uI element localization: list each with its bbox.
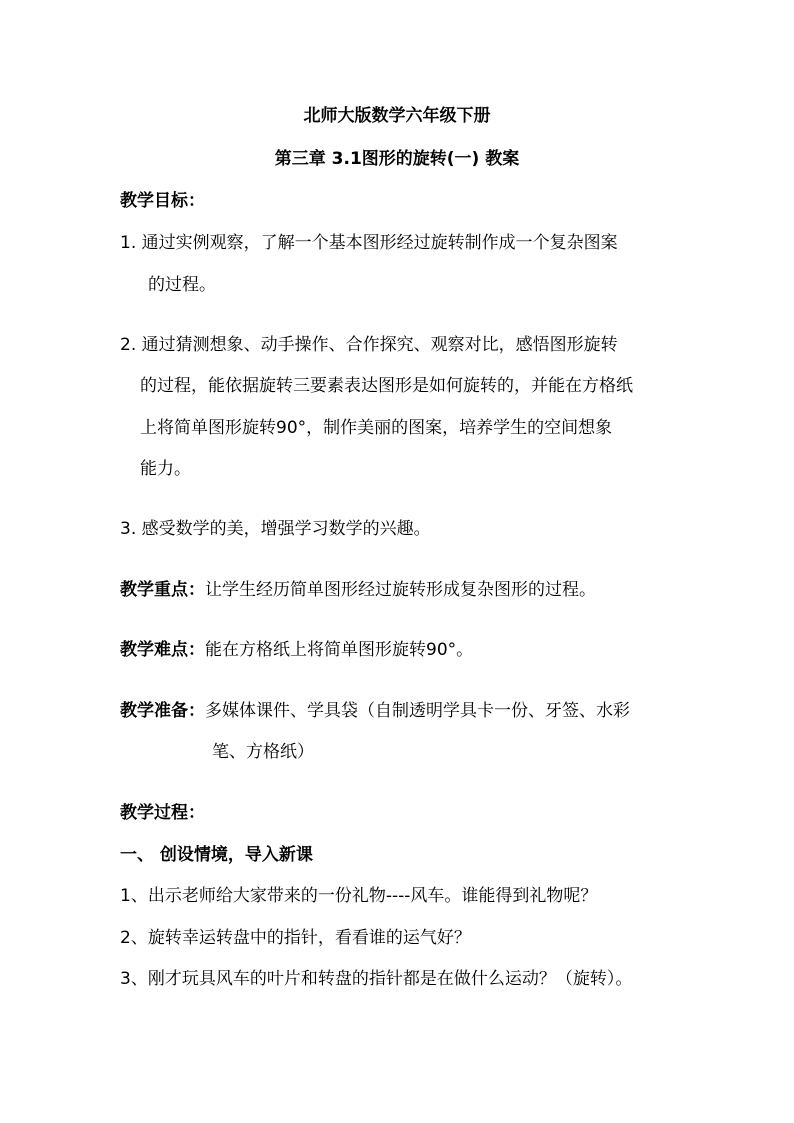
document-title: 北师大版数学六年级下册 bbox=[303, 106, 491, 126]
objectives-heading: 教学目标： bbox=[120, 191, 205, 211]
key-point bbox=[120, 579, 596, 601]
difficulty bbox=[120, 639, 473, 661]
objective-2-line-4: 能力。 bbox=[140, 459, 191, 479]
preparation-text-line-1: 多媒体课件、学具袋（自制透明学具卡一份、牙签、水彩 bbox=[205, 701, 630, 721]
objective-1-line-2: 的过程。 bbox=[148, 275, 216, 295]
preparation-text-line-2: 笔、方格纸） bbox=[212, 742, 314, 762]
difficulty-label: 教学难点： bbox=[120, 640, 205, 660]
process-heading: 教学过程： bbox=[120, 803, 205, 823]
difficulty-text: 能在方格纸上将简单图形旋转90°。 bbox=[205, 640, 474, 660]
objective-2-line-2: 的过程，能依据旋转三要素表达图形是如何旋转的，并能在方格纸 bbox=[140, 376, 633, 396]
objective-2-line-1: 2. 通过猜测想象、动手操作、合作探究、观察对比，感悟图形旋转 bbox=[120, 335, 618, 355]
objective-1-line-1: 1. 通过实例观察，了解一个基本图形经过旋转制作成一个复杂图案 bbox=[120, 233, 618, 253]
document-subtitle: 第三章 3.1图形的旋转(一) 教案 bbox=[274, 149, 520, 169]
key-point-text: 让学生经历简单图形经过旋转形成复杂图形的过程。 bbox=[205, 580, 596, 600]
preparation bbox=[120, 700, 630, 722]
process-step-3: 3、刚才玩具风车的叶片和转盘的指针都是在做什么运动？（旋转）。 bbox=[120, 969, 633, 989]
objective-3: 3. 感受数学的美，增强学习数学的兴趣。 bbox=[120, 519, 431, 539]
objective-2-line-3: 上将简单图形旋转90°，制作美丽的图案，培养学生的空间想象 bbox=[140, 418, 613, 438]
process-step-1: 1、出示老师给大家带来的一份礼物----风车。谁能得到礼物呢？ bbox=[120, 886, 598, 906]
preparation-label: 教学准备： bbox=[120, 701, 205, 721]
section-1-heading: 一、 创设情境，导入新课 bbox=[120, 845, 313, 865]
process-step-2: 2、旋转幸运转盘中的指针，看看谁的运气好？ bbox=[120, 928, 471, 948]
key-point-label: 教学重点： bbox=[120, 580, 205, 600]
